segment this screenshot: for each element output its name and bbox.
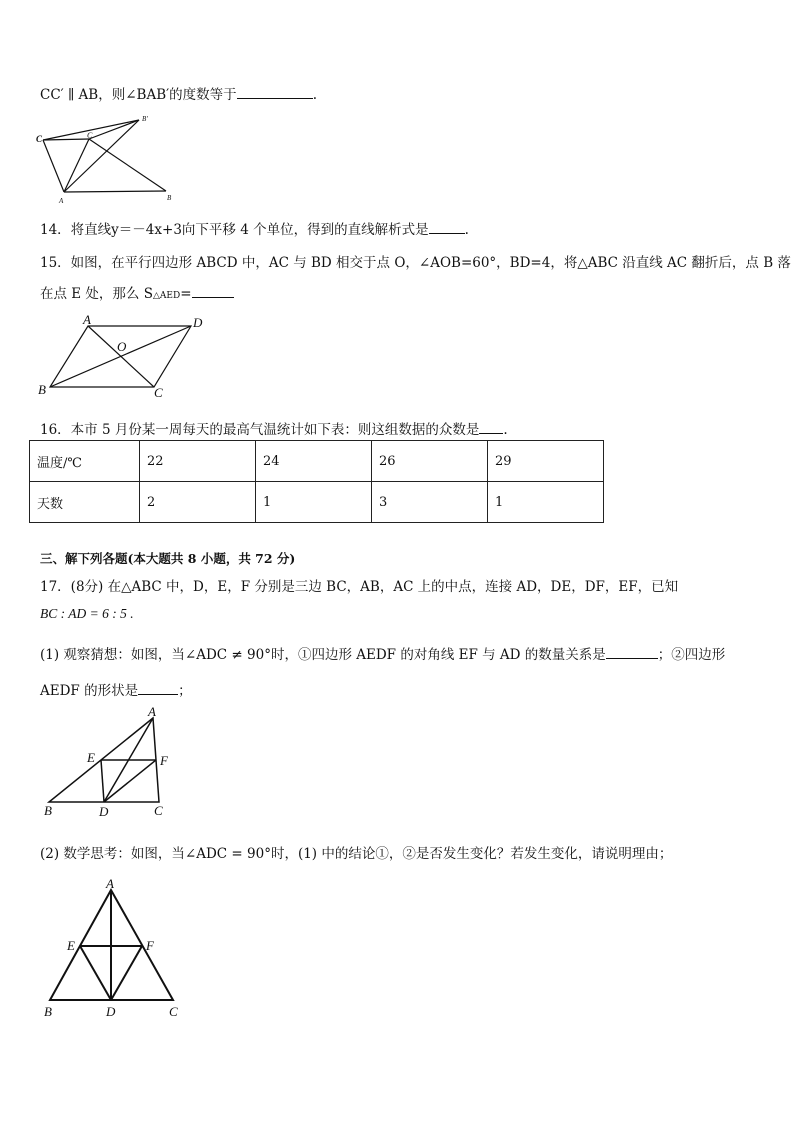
- q17-fig1-label-c: C: [154, 803, 163, 818]
- q15-label-d: D: [193, 315, 203, 330]
- q17-answer-blank-1[interactable]: [606, 646, 658, 659]
- q17-figure-2: [40, 876, 190, 1021]
- q17-fig1-label-a: A: [148, 704, 156, 719]
- section-3-title: 三、解下列各题(本大题共 8 小题，共 72 分): [40, 551, 296, 566]
- table-row: [30, 482, 604, 523]
- q13-label-a: A: [59, 197, 64, 205]
- q17-answer-blank-2[interactable]: [138, 682, 178, 695]
- table-cell: 天数: [30, 482, 140, 523]
- q13-label-b: B: [167, 194, 172, 202]
- q13-text: CC′ ∥ AB，则∠BAB′的度数等于 .: [40, 87, 317, 103]
- table-cell: 1: [256, 482, 372, 523]
- q13-label-c1: C: [36, 134, 43, 144]
- q17-part1: (1) 观察猜想：如图，当∠ADC ≠ 90°时，①四边形 AEDF 的对角线 EF 与 AD 的数量关系是 ；②四边形: [40, 647, 726, 663]
- q17-line2: BC : AD = 6 : 5 .: [40, 606, 134, 621]
- q17-part1-cont: AEDF 的形状是 ；: [40, 683, 192, 699]
- table-row: [30, 441, 604, 482]
- q17-fig2-label-e: E: [67, 938, 75, 953]
- q17-fig1-label-d: D: [99, 804, 109, 819]
- q17-fig2-label-d: D: [106, 1004, 116, 1019]
- q13-label-c2: C: [87, 131, 93, 140]
- table-cell: 温度/℃: [30, 441, 140, 482]
- table-cell: 26: [372, 441, 488, 482]
- table-cell: 29: [488, 441, 604, 482]
- q15-label-c: C: [154, 385, 163, 400]
- q14-answer-blank[interactable]: [429, 221, 465, 234]
- q17-fig1-label-b: B: [44, 803, 52, 818]
- q13-label-b-prime: B′: [142, 115, 148, 123]
- q15-label-a: A: [83, 312, 91, 327]
- q14-text: 14．将直线y＝－4x+3向下平移 4 个单位，得到的直线解析式是 .: [40, 222, 469, 238]
- q17-fig1-label-e: E: [87, 750, 95, 765]
- q16-answer-blank[interactable]: [479, 421, 503, 434]
- table-cell: 3: [372, 482, 488, 523]
- q17-fig1-label-f: F: [160, 753, 168, 768]
- q15-figure: [36, 314, 216, 399]
- table-cell: 22: [140, 441, 256, 482]
- q13-answer-blank[interactable]: [237, 86, 313, 99]
- q16-text: 16．本市 5 月份某一周每天的最高气温统计如下表：则这组数据的众数是 .: [40, 422, 508, 438]
- q13-lead: CC′ ∥ AB，则∠BAB′的度数等于: [40, 87, 237, 103]
- table-cell: 24: [256, 441, 372, 482]
- q15-line1: 15．如图，在平行四边形 ABCD 中，AC 与 BD 相交于点 O，∠AOB=60°，BD=4，将△ABC 沿直线 AC 翻折后，点 B 落: [40, 255, 791, 271]
- q17-line1: 17．(8分) 在△ABC 中，D，E，F 分别是三边 BC，AB，AC 上的中点，连接 AD，DE，DF，EF，已知: [40, 579, 679, 595]
- q15-line2: 在点 E 处，那么 S△AED=: [40, 282, 234, 302]
- q17-figure-1: [40, 705, 180, 820]
- q13-figure: [34, 112, 184, 207]
- table-cell: 1: [488, 482, 604, 523]
- q17-part2: (2) 数学思考：如图，当∠ADC = 90°时，(1) 中的结论①，②是否发生变化？若发生变化，请说明理由；: [40, 846, 673, 862]
- q17-fig2-label-c: C: [169, 1004, 178, 1019]
- q15-label-b: B: [38, 382, 46, 397]
- q15-label-o: O: [117, 339, 127, 354]
- q15-answer-blank[interactable]: [192, 285, 234, 298]
- q17-fig2-label-f: F: [146, 938, 154, 953]
- q17-fig2-label-a: A: [106, 876, 114, 891]
- table-cell: 2: [140, 482, 256, 523]
- temperature-table: [29, 440, 604, 523]
- q17-fig2-label-b: B: [44, 1004, 52, 1019]
